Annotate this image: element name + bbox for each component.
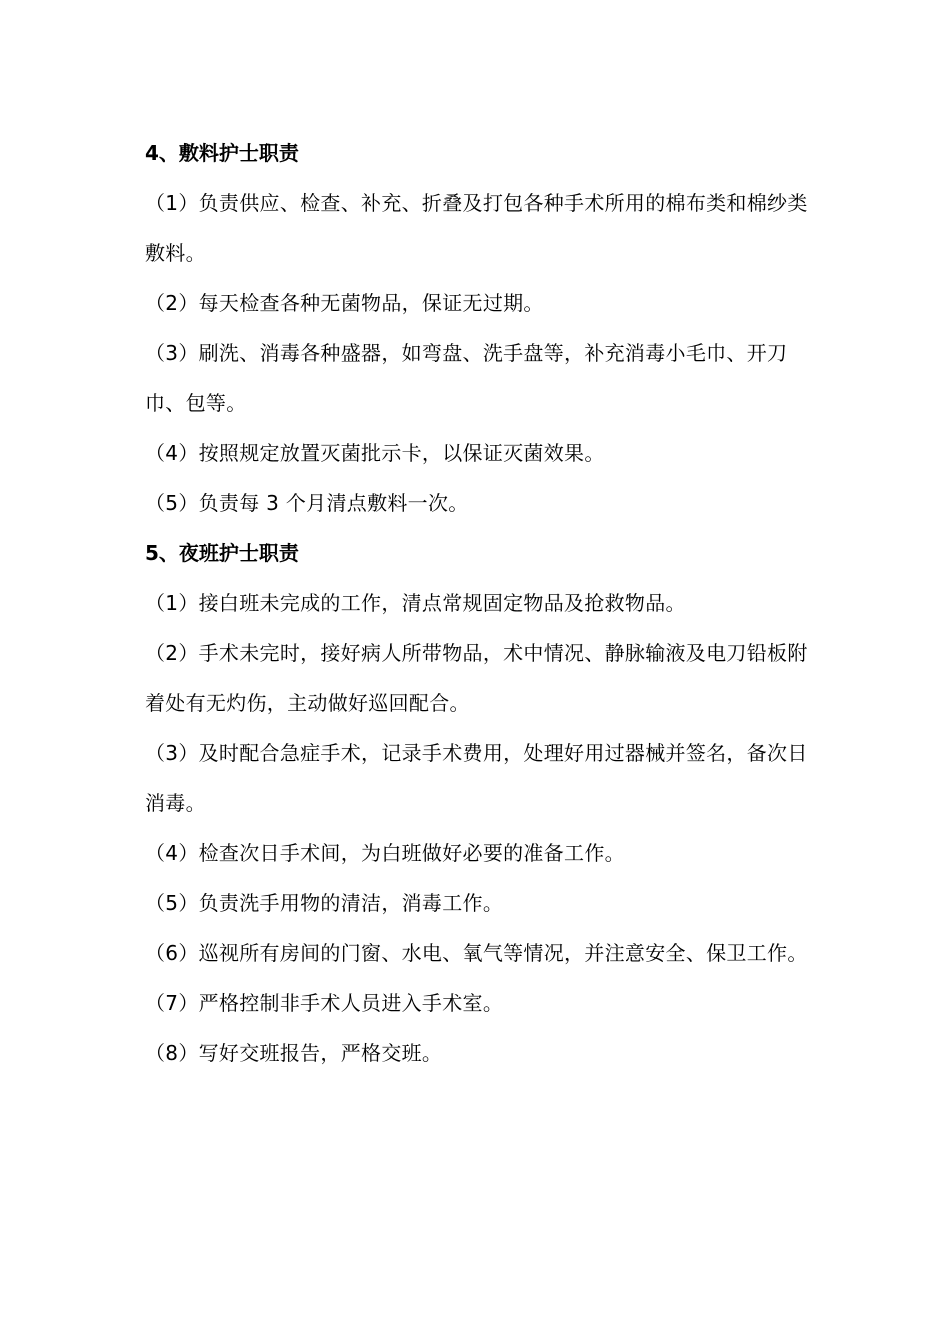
document-page	[145, 128, 815, 1078]
duty-item: （3）刷洗、消毒各种盛器，如弯盘、洗手盘等，补充消毒小毛巾、开刀巾、包等。	[145, 341, 788, 415]
duty-item: （5）负责洗手用物的清洁，消毒工作。	[145, 891, 504, 915]
duty-item: （4）检查次日手术间，为白班做好必要的准备工作。	[145, 841, 625, 865]
duty-item: （2）手术未完时，接好病人所带物品，术中情况、静脉输液及电刀铅板附着处有无灼伤，主动做好巡回配合。	[145, 641, 808, 715]
duty-item: （1）接白班未完成的工作，清点常规固定物品及抢救物品。	[145, 591, 686, 615]
duty-item: （7）严格控制非手术人员进入手术室。	[145, 991, 504, 1015]
duty-item: （5）负责每 3 个月清点敷料一次。	[145, 491, 469, 515]
section-heading: 4、敷料护士职责	[145, 141, 299, 165]
duty-item: （8）写好交班报告，严格交班。	[145, 1041, 443, 1065]
duty-item: （6）巡视所有房间的门窗、水电、氧气等情况，并注意安全、保卫工作。	[145, 941, 808, 965]
duty-item: （2）每天检查各种无菌物品，保证无过期。	[145, 291, 544, 315]
section-scrub-nurse-duties	[145, 128, 815, 528]
duty-item: （1）负责供应、检查、补充、折叠及打包各种手术所用的棉布类和棉纱类敷料。	[145, 191, 808, 265]
section-night-nurse-duties	[145, 528, 815, 1078]
duty-item: （4）按照规定放置灭菌批示卡，以保证灭菌效果。	[145, 441, 605, 465]
section-heading: 5、夜班护士职责	[145, 541, 299, 565]
duty-item: （3）及时配合急症手术，记录手术费用，处理好用过器械并签名，备次日消毒。	[145, 741, 808, 815]
